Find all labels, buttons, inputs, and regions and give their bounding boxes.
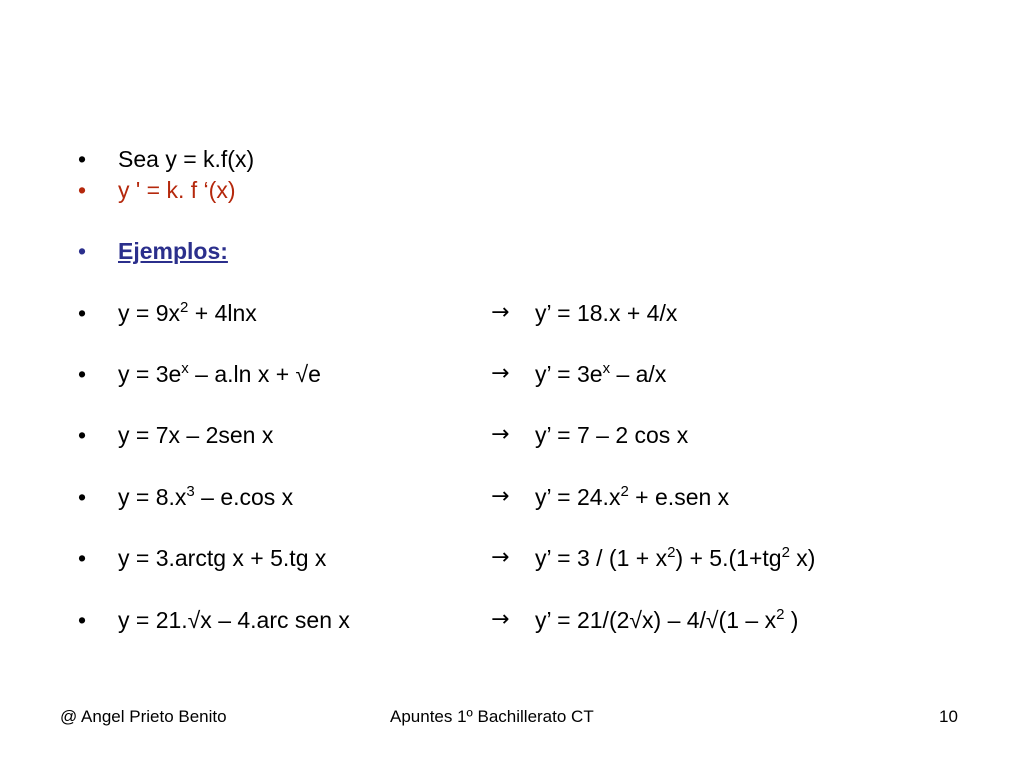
arrow-right-icon: → bbox=[491, 545, 510, 570]
arrow-right-icon: → bbox=[491, 607, 510, 632]
example-derivative: y’ = $3 / (1 + x^2) + 5.(1+tg^2$ x) bbox=[535, 544, 816, 571]
arrow-right-icon: → bbox=[491, 484, 510, 509]
example-derivative: y’ = 7 – 2 cos x bbox=[535, 422, 689, 448]
examples-heading: Ejemplos: bbox=[118, 238, 228, 264]
intro-rule-text: Sea y = k.f(x) bbox=[118, 146, 255, 172]
bullet: • bbox=[78, 361, 87, 387]
example-function: y = 7x – 2sen x bbox=[118, 422, 274, 448]
arrow-right-icon: → bbox=[491, 422, 510, 447]
bullet: • bbox=[78, 146, 87, 172]
footer-course: Apuntes 1º Bachillerato CT bbox=[390, 707, 594, 726]
example-derivative: y’ = 18.x + 4/x bbox=[535, 300, 678, 326]
example-derivative: y’ = $21/(2√x) - 4/√(1 - x^2$ ) bbox=[535, 606, 799, 633]
example-function: $y = 3e^x - a.\ln$ x + √e bbox=[118, 360, 321, 387]
footer-page-number: 10 bbox=[939, 707, 958, 726]
arrow-right-icon: → bbox=[491, 361, 510, 386]
example-function: $y = 9x^2 + 4\ln x$ bbox=[118, 299, 257, 326]
example-function: y = 3.arctg x + 5.tg x bbox=[118, 545, 327, 571]
bullet: • bbox=[78, 238, 87, 264]
bullet: • bbox=[78, 422, 87, 448]
bullet: • bbox=[78, 607, 87, 633]
example-function: $y = 8.x^3 - e.\cos$ x bbox=[118, 483, 294, 510]
bullet: • bbox=[78, 300, 87, 326]
example-derivative: y’ = $24.x^2 + e.sen$ x bbox=[535, 483, 730, 510]
arrow-right-icon: → bbox=[491, 300, 510, 325]
derivative-rule-text: y ' = k. f ‘(x) bbox=[118, 177, 236, 203]
footer-author: @ Angel Prieto Benito bbox=[60, 707, 227, 726]
bullet: • bbox=[78, 177, 87, 203]
bullet: • bbox=[78, 545, 87, 571]
bullet: • bbox=[78, 484, 87, 510]
example-function: y = 21.√x – 4.arc sen x bbox=[118, 607, 350, 633]
example-derivative: y’ = $3e^x - a/x$ bbox=[535, 360, 667, 387]
